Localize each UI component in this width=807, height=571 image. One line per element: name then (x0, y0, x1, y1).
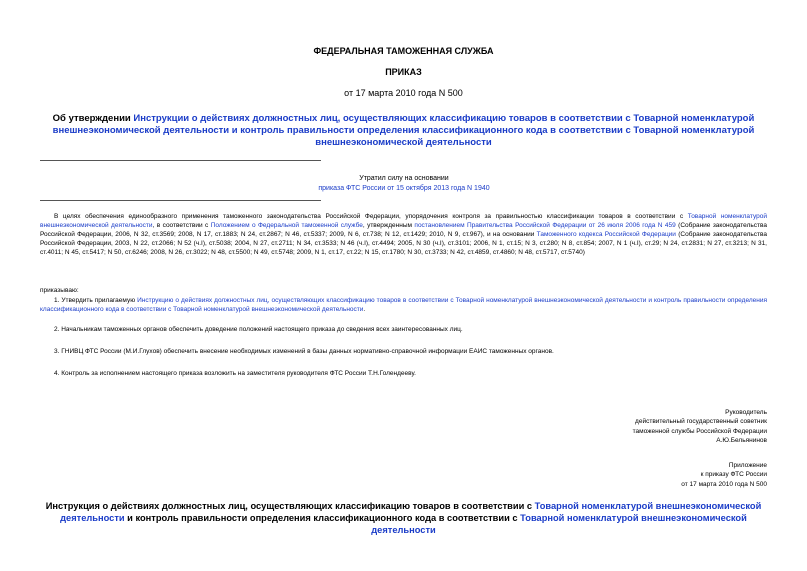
appendix-line-1: Приложение (728, 462, 767, 469)
customs-code-link[interactable]: Таможенного кодекса Российской Федерации (536, 231, 676, 238)
page-title (40, 113, 767, 149)
government-decree-link[interactable]: постановлением Правительства Российской Федерации от 26 июля 2006 года N 459 (414, 222, 676, 229)
order-item-4: 4. Контроль за исполнением настоящего приказа возложить на заместителя руководителя ФТС России Т.Н.Голендееву. (54, 370, 416, 377)
divider-top (40, 160, 321, 161)
instruction-title (40, 500, 767, 536)
order-item-3: 3. ГНИВЦ ФТС России (М.И.Глухов) обеспечить внесение необходимых изменений в базы данных нормативно-справочной информации ЕАИС таможенных органов. (54, 348, 554, 355)
preamble-text-4: (Собрание законодательства Российской Федерации, 2006, N 32, ст.3569; 2008, N 17, ст.1883; N 24, ст.2867; N 46, ст.5337; 2009, N 6, ст.738; N 12, ст.1429; 2010, N 9, ст.967), и на основании (40, 222, 767, 238)
preamble-text-5: (Собрание законодательства Российской Федерации, 2003, N 22, ст.2066; N 52 (ч.I), ст.5038; 2004, N 27, ст.2711; N 34, ст.3533; N 46 (ч.I), ст.4494; 2005, N 30 (ч.I), ст.3101; 2006, N 1, ст.15; N 3, ст.280; N 8, ст.854; 2007, N 1 (ч.I), ст.29; N 24, ст.2831; N 27, ст.3213; N 31, ст.4011; N 45, ст.5417; N 50, ст.6246; 2008, N 26, ст.3022; N 48, ст.5500; N 49, ст.5748; 2009, N 1, ст.17, ст.22; N 15, ст.1780; N 30, ст.3733; N 42, ст.4859, ст.4860; N 48, ст.5717, ст.5740) (40, 231, 767, 256)
item-1-text: 1. Утвердить прилагаемую (54, 297, 138, 304)
preamble-text-1: В целях обеспечения единообразного применения таможенного законодательства Российской Федерации, упорядочения контроля за правильностью классификации товаров в соответствии с (54, 213, 688, 220)
fts-regulation-link[interactable]: Положением о Федеральной таможенной службе (210, 222, 363, 229)
instruction-title-text-2: и контроль правильности определения классификационного кода в соответствии с (124, 513, 521, 523)
signature-line-2: действительный государственный советник (635, 418, 767, 426)
order-word: приказываю: (40, 287, 79, 294)
preamble-text-2: , в соответствии с (152, 222, 211, 229)
divider-bottom (40, 200, 321, 201)
signature-block (467, 408, 767, 445)
instruction-title-link-1[interactable]: Товарной номенклатурой внешнеэкономической деятельности (60, 501, 762, 523)
signature-line-3: таможенной службы Российской Федерации (632, 427, 767, 435)
title-prefix: Об утверждении (52, 113, 134, 124)
preamble-text-3: , утвержденным (362, 222, 415, 229)
agency-heading: ФЕДЕРАЛЬНАЯ ТАМОЖЕННАЯ СЛУЖБА (313, 46, 494, 56)
signature-name: А.Ю.Бельянинов (716, 436, 767, 444)
instruction-title-link-2[interactable]: Товарной номенклатурой внешнеэкономической деятельности (371, 513, 747, 535)
instruction-title-text-1: Инструкция о действиях должностных лиц, осуществляющих классификацию товаров в соответствии с (45, 501, 535, 511)
appendix-line-2: к приказу ФТС России (700, 471, 767, 479)
item-1-end: . (363, 306, 366, 313)
preamble-paragraph (40, 212, 767, 257)
tn-ved-link[interactable]: Товарной номенклатурой внешнеэкономической деятельности (40, 213, 767, 229)
lost-force-link[interactable]: приказа ФТС России от 15 октября 2013 года N 1940 (318, 185, 490, 192)
order-item-2: 2. Начальникам таможенных органов обеспечить доведение положений настоящего приказа до сведения всех заинтересованных лиц. (54, 326, 463, 333)
doc-date: от 17 марта 2010 года N 500 (344, 88, 463, 98)
lost-force-note (279, 174, 529, 194)
instruction-link[interactable]: Инструкцию о действиях должностных лиц, осуществляющих классификацию товаров в соответствии с Товарной номенклатурой внешнеэкономической деятельности и контроль правильности определения классификационного кода в соответствии с Товарной номенклатурой внешнеэкономической деятельности (40, 297, 767, 313)
title-instruction-link[interactable]: Инструкции о действиях должностных лиц, осуществляющих классификацию товаров в соответствии с Товарной номенклатурой внешнеэкономической деятельности и контроль правильности определения классификационного кода в соответствии с Товарной номенклатурой внешнеэкономической деятельности (52, 113, 755, 148)
signature-line-1: Руководитель (725, 409, 767, 416)
order-item-1 (40, 296, 767, 314)
lost-force-text: Утратил силу на основании (359, 175, 449, 182)
appendix-line-3: от 17 марта 2010 года N 500 (681, 480, 767, 488)
appendix-note (467, 461, 767, 489)
doc-type-heading: ПРИКАЗ (385, 67, 422, 77)
